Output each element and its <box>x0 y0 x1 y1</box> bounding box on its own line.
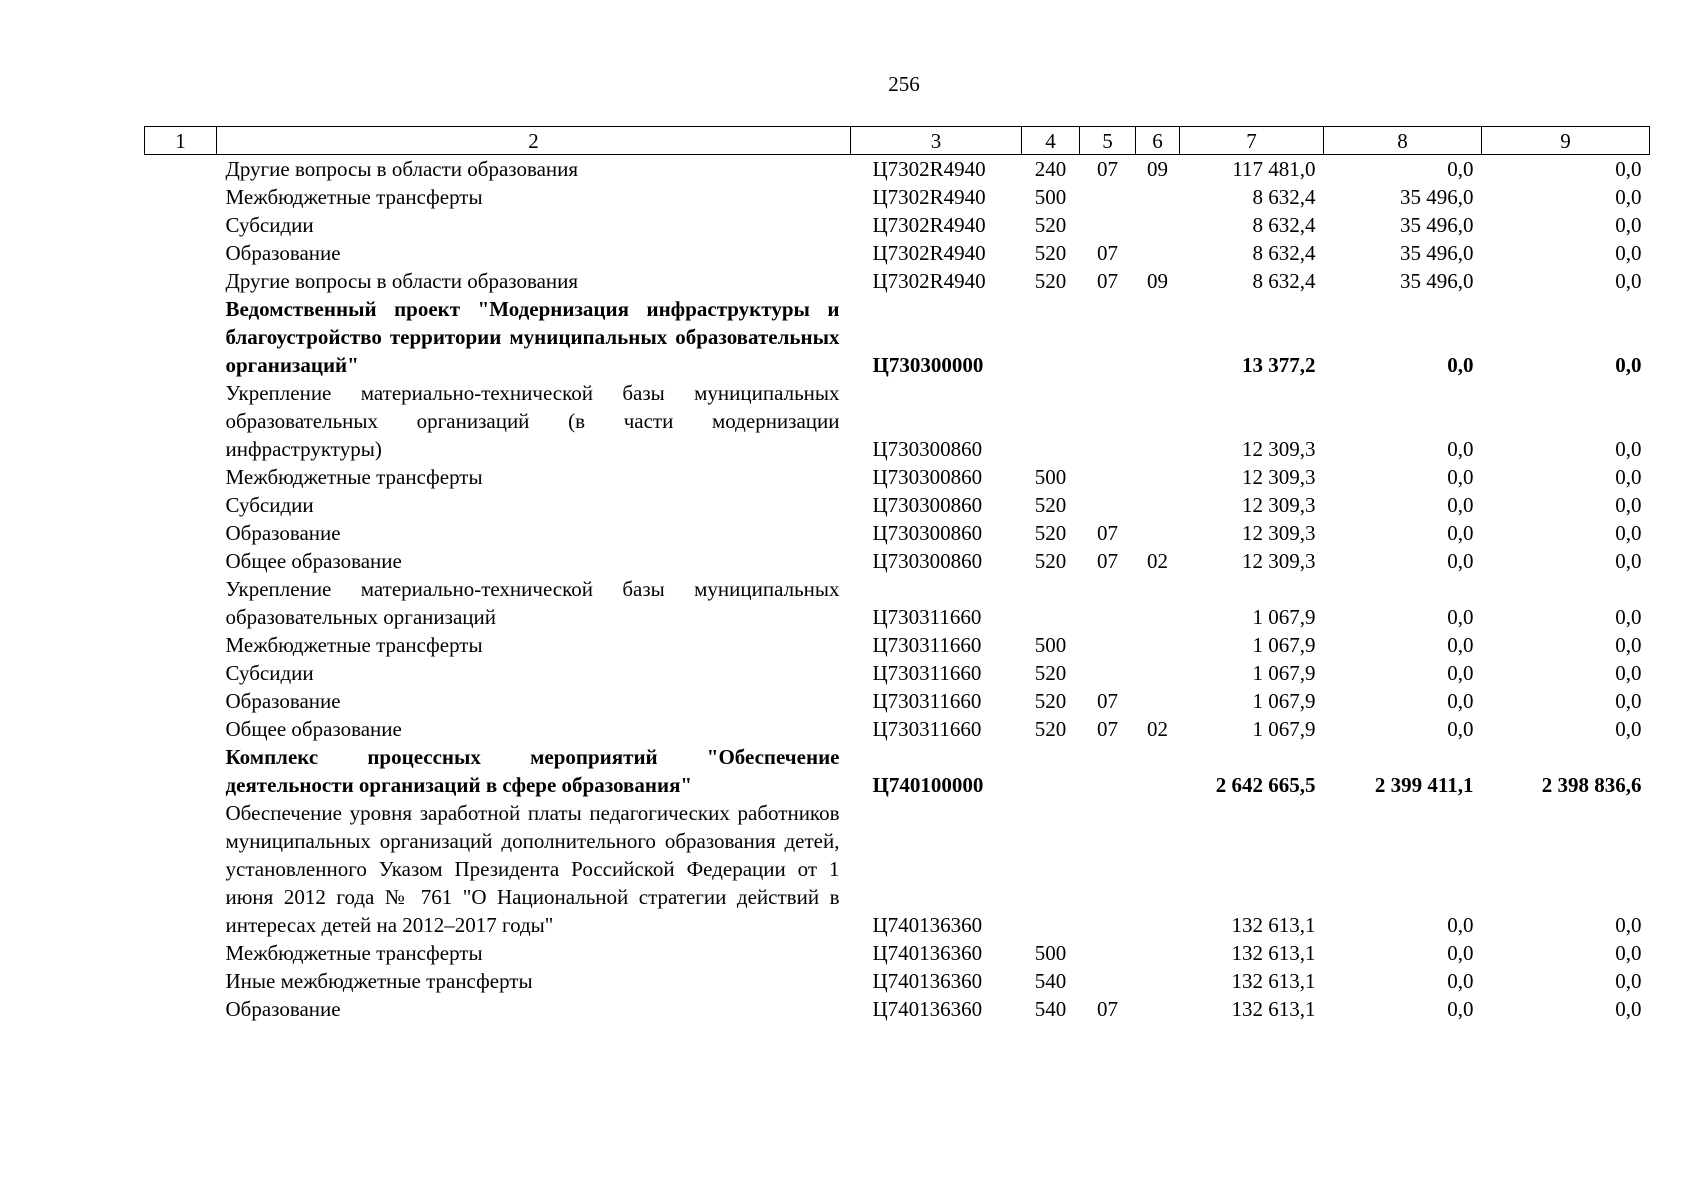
amount-col-8: 0,0 <box>1447 549 1474 573</box>
table-row <box>145 295 1650 379</box>
section-code <box>1080 743 1136 799</box>
section-code: 07 <box>1097 717 1118 741</box>
section-code: 07 <box>1097 689 1118 713</box>
amount-col-9: 0,0 <box>1615 437 1642 461</box>
amount-col-8: 0,0 <box>1447 661 1474 685</box>
amount-col-8: 0,0 <box>1447 437 1474 461</box>
amount-col-7: 12 309,3 <box>1242 493 1316 517</box>
budget-table <box>144 126 1650 1023</box>
amount-col-9: 0,0 <box>1615 353 1642 377</box>
row-name: Ведомственный проект "Модернизация инфраструктуры и благоустройство территории муниципальных образовательных организаций" <box>225 297 840 377</box>
amount-col-8: 2 399 411,1 <box>1374 773 1474 797</box>
amount-col-7: 132 613,1 <box>1231 941 1316 965</box>
amount-col-7: 8 632,4 <box>1252 213 1316 237</box>
amount-col-7: 2 642 665,5 <box>1215 773 1316 797</box>
expense-type-code: 520 <box>1034 717 1067 741</box>
empty-cell <box>145 295 217 379</box>
row-name: Комплекс процессных мероприятий "Обеспечение деятельности организаций в сфере образования" <box>225 745 840 797</box>
subsection-code <box>1136 183 1180 211</box>
amount-col-9: 0,0 <box>1615 185 1642 209</box>
empty-cell <box>145 575 217 631</box>
amount-col-7: 1 067,9 <box>1252 633 1316 657</box>
table-row <box>145 379 1650 463</box>
subsection-code <box>1136 463 1180 491</box>
table-row <box>145 575 1650 631</box>
amount-col-7: 1 067,9 <box>1252 661 1316 685</box>
table-row <box>145 995 1650 1023</box>
amount-col-9: 0,0 <box>1615 997 1642 1021</box>
amount-col-9: 0,0 <box>1615 941 1642 965</box>
section-code <box>1080 183 1136 211</box>
amount-col-7: 8 632,4 <box>1252 269 1316 293</box>
amount-col-9: 0,0 <box>1615 493 1642 517</box>
subsection-code <box>1136 239 1180 267</box>
amount-col-8: 35 496,0 <box>1400 185 1474 209</box>
amount-col-9: 0,0 <box>1615 717 1642 741</box>
amount-col-9: 0,0 <box>1615 633 1642 657</box>
subsection-code <box>1136 491 1180 519</box>
target-article-code: Ц730311660 <box>872 605 982 629</box>
row-name: Общее образование <box>225 549 402 573</box>
target-article-code: Ц740136360 <box>872 941 983 965</box>
subsection-code <box>1136 743 1180 799</box>
subsection-code <box>1136 519 1180 547</box>
table-row <box>145 631 1650 659</box>
table-row <box>145 519 1650 547</box>
row-name: Субсидии <box>225 213 314 237</box>
target-article-code: Ц7302R4940 <box>872 269 986 293</box>
row-name: Образование <box>225 521 341 545</box>
amount-col-7: 132 613,1 <box>1231 997 1316 1021</box>
section-code <box>1080 295 1136 379</box>
row-name: Межбюджетные трансферты <box>225 185 483 209</box>
empty-cell <box>145 995 217 1023</box>
expense-type-code: 500 <box>1034 941 1067 965</box>
target-article-code: Ц7302R4940 <box>872 185 986 209</box>
expense-type-code <box>1022 575 1080 631</box>
table-row <box>145 939 1650 967</box>
row-name: Укрепление материально-технической базы муниципальных образовательных организаций <box>225 577 840 629</box>
column-header-2: 2 <box>217 127 851 155</box>
expense-type-code: 540 <box>1034 969 1067 993</box>
table-row <box>145 967 1650 995</box>
section-code <box>1080 799 1136 939</box>
row-name: Межбюджетные трансферты <box>225 633 483 657</box>
table-row <box>145 239 1650 267</box>
amount-col-8: 0,0 <box>1447 605 1474 629</box>
amount-col-7: 8 632,4 <box>1252 241 1316 265</box>
amount-col-7: 12 309,3 <box>1242 465 1316 489</box>
expense-type-code: 500 <box>1034 185 1067 209</box>
empty-cell <box>145 743 217 799</box>
target-article-code: Ц740136360 <box>872 913 983 937</box>
empty-cell <box>145 155 217 184</box>
amount-col-7: 1 067,9 <box>1252 717 1316 741</box>
amount-col-8: 0,0 <box>1447 969 1474 993</box>
expense-type-code <box>1022 379 1080 463</box>
amount-col-9: 0,0 <box>1615 157 1642 181</box>
column-header-1: 1 <box>145 127 217 155</box>
subsection-code <box>1136 939 1180 967</box>
target-article-code: Ц7302R4940 <box>872 157 986 181</box>
section-code: 07 <box>1097 521 1118 545</box>
subsection-code: 09 <box>1147 157 1168 181</box>
table-header <box>145 127 1650 155</box>
amount-col-7: 117 481,0 <box>1232 157 1316 181</box>
table-row <box>145 687 1650 715</box>
empty-cell <box>145 519 217 547</box>
target-article-code: Ц730300860 <box>872 493 983 517</box>
expense-type-code: 520 <box>1034 521 1067 545</box>
amount-col-9: 0,0 <box>1615 549 1642 573</box>
table-row <box>145 155 1650 184</box>
column-header-8: 8 <box>1324 127 1482 155</box>
amount-col-9: 0,0 <box>1615 465 1642 489</box>
table-row <box>145 463 1650 491</box>
section-code <box>1080 211 1136 239</box>
target-article-code: Ц730311660 <box>872 661 982 685</box>
column-header-9: 9 <box>1482 127 1650 155</box>
target-article-code: Ц7302R4940 <box>872 241 986 265</box>
table-row <box>145 659 1650 687</box>
section-code: 07 <box>1097 997 1118 1021</box>
row-name: Субсидии <box>225 493 314 517</box>
empty-cell <box>145 799 217 939</box>
subsection-code <box>1136 379 1180 463</box>
empty-cell <box>145 491 217 519</box>
empty-cell <box>145 183 217 211</box>
table-row <box>145 183 1650 211</box>
amount-col-7: 13 377,2 <box>1242 353 1316 377</box>
subsection-code <box>1136 631 1180 659</box>
table-row <box>145 267 1650 295</box>
empty-cell <box>145 687 217 715</box>
section-code: 07 <box>1097 269 1118 293</box>
empty-cell <box>145 967 217 995</box>
empty-cell <box>145 715 217 743</box>
amount-col-8: 0,0 <box>1447 913 1474 937</box>
row-name: Обеспечение уровня заработной платы педагогических работников муниципальных организаций дополнительного образования детей, установленного Указом Президента Российской Федерации от 1 июня 2012 года № 761 "О Национальной стратегии действий в интересах детей на 2012–2017 годы" <box>225 801 840 937</box>
subsection-code: 09 <box>1147 269 1168 293</box>
row-name: Межбюджетные трансферты <box>225 465 483 489</box>
expense-type-code <box>1022 799 1080 939</box>
amount-col-9: 0,0 <box>1615 269 1642 293</box>
amount-col-9: 0,0 <box>1615 689 1642 713</box>
empty-cell <box>145 211 217 239</box>
amount-col-8: 0,0 <box>1447 689 1474 713</box>
expense-type-code: 520 <box>1034 241 1067 265</box>
subsection-code <box>1136 967 1180 995</box>
table-row <box>145 547 1650 575</box>
amount-col-8: 0,0 <box>1447 353 1474 377</box>
amount-col-9: 0,0 <box>1615 213 1642 237</box>
section-code <box>1080 491 1136 519</box>
row-name: Общее образование <box>225 717 402 741</box>
target-article-code: Ц730311660 <box>872 717 982 741</box>
amount-col-7: 12 309,3 <box>1242 437 1316 461</box>
amount-col-7: 132 613,1 <box>1231 913 1316 937</box>
amount-col-8: 0,0 <box>1447 493 1474 517</box>
section-code: 07 <box>1097 549 1118 573</box>
subsection-code <box>1136 687 1180 715</box>
column-header-7: 7 <box>1180 127 1324 155</box>
empty-cell <box>145 939 217 967</box>
row-name: Межбюджетные трансферты <box>225 941 483 965</box>
subsection-code <box>1136 211 1180 239</box>
row-name: Образование <box>225 689 341 713</box>
amount-col-8: 35 496,0 <box>1400 269 1474 293</box>
row-name: Образование <box>225 997 341 1021</box>
target-article-code: Ц730300860 <box>872 521 983 545</box>
amount-col-8: 0,0 <box>1447 521 1474 545</box>
target-article-code: Ц730300860 <box>872 549 983 573</box>
empty-cell <box>145 547 217 575</box>
amount-col-8: 0,0 <box>1447 997 1474 1021</box>
amount-col-7: 12 309,3 <box>1242 521 1316 545</box>
table-row <box>145 743 1650 799</box>
column-header-3: 3 <box>851 127 1022 155</box>
amount-col-9: 0,0 <box>1615 521 1642 545</box>
subsection-code <box>1136 995 1180 1023</box>
row-name: Субсидии <box>225 661 314 685</box>
target-article-code: Ц740100000 <box>872 773 984 797</box>
target-article-code: Ц7302R4940 <box>872 213 986 237</box>
target-article-code: Ц730311660 <box>872 689 982 713</box>
section-code <box>1080 463 1136 491</box>
row-name: Образование <box>225 241 341 265</box>
amount-col-9: 0,0 <box>1615 661 1642 685</box>
expense-type-code: 520 <box>1034 689 1067 713</box>
expense-type-code: 520 <box>1034 269 1067 293</box>
section-code <box>1080 967 1136 995</box>
section-code <box>1080 939 1136 967</box>
target-article-code: Ц730311660 <box>872 633 982 657</box>
target-article-code: Ц730300860 <box>872 465 983 489</box>
expense-type-code: 520 <box>1034 549 1067 573</box>
table-body <box>145 155 1650 1024</box>
subsection-code: 02 <box>1147 717 1168 741</box>
empty-cell <box>145 267 217 295</box>
expense-type-code: 520 <box>1034 661 1067 685</box>
target-article-code: Ц730300860 <box>872 437 983 461</box>
subsection-code: 02 <box>1147 549 1168 573</box>
amount-col-9: 0,0 <box>1615 969 1642 993</box>
empty-cell <box>145 659 217 687</box>
target-article-code: Ц740136360 <box>872 997 983 1021</box>
expense-type-code: 540 <box>1034 997 1067 1021</box>
amount-col-9: 2 398 836,6 <box>1541 773 1642 797</box>
amount-col-8: 0,0 <box>1447 717 1474 741</box>
row-name: Другие вопросы в области образования <box>225 269 579 293</box>
empty-cell <box>145 379 217 463</box>
row-name: Укрепление материально-технической базы муниципальных образовательных организаций (в части модернизации инфраструктуры) <box>225 381 840 461</box>
expense-type-code: 240 <box>1034 157 1067 181</box>
target-article-code: Ц730300000 <box>872 353 984 377</box>
amount-col-9: 0,0 <box>1615 241 1642 265</box>
section-code <box>1080 631 1136 659</box>
column-header-4: 4 <box>1022 127 1080 155</box>
column-header-5: 5 <box>1080 127 1136 155</box>
amount-col-8: 0,0 <box>1447 633 1474 657</box>
column-header-6: 6 <box>1136 127 1180 155</box>
amount-col-8: 0,0 <box>1447 465 1474 489</box>
subsection-code <box>1136 659 1180 687</box>
amount-col-8: 0,0 <box>1447 157 1474 181</box>
amount-col-7: 12 309,3 <box>1242 549 1316 573</box>
expense-type-code <box>1022 295 1080 379</box>
amount-col-8: 35 496,0 <box>1400 241 1474 265</box>
target-article-code: Ц740136360 <box>872 969 983 993</box>
amount-col-7: 1 067,9 <box>1252 605 1316 629</box>
amount-col-7: 132 613,1 <box>1231 969 1316 993</box>
amount-col-8: 35 496,0 <box>1400 213 1474 237</box>
amount-col-8: 0,0 <box>1447 941 1474 965</box>
row-name: Другие вопросы в области образования <box>225 157 579 181</box>
expense-type-code: 520 <box>1034 493 1067 517</box>
amount-col-9: 0,0 <box>1615 605 1642 629</box>
subsection-code <box>1136 799 1180 939</box>
amount-col-9: 0,0 <box>1615 913 1642 937</box>
row-name: Иные межбюджетные трансферты <box>225 969 533 993</box>
expense-type-code: 500 <box>1034 465 1067 489</box>
page-number: 256 <box>888 72 920 96</box>
section-code <box>1080 379 1136 463</box>
section-code <box>1080 575 1136 631</box>
table-row <box>145 491 1650 519</box>
empty-cell <box>145 631 217 659</box>
table-row <box>145 211 1650 239</box>
subsection-code <box>1136 575 1180 631</box>
section-code <box>1080 659 1136 687</box>
table-row <box>145 715 1650 743</box>
subsection-code <box>1136 295 1180 379</box>
section-code: 07 <box>1097 241 1118 265</box>
empty-cell <box>145 463 217 491</box>
amount-col-7: 8 632,4 <box>1252 185 1316 209</box>
amount-col-7: 1 067,9 <box>1252 689 1316 713</box>
table-row <box>145 799 1650 939</box>
expense-type-code <box>1022 743 1080 799</box>
empty-cell <box>145 239 217 267</box>
expense-type-code: 500 <box>1034 633 1067 657</box>
expense-type-code: 520 <box>1034 213 1067 237</box>
section-code: 07 <box>1097 157 1118 181</box>
